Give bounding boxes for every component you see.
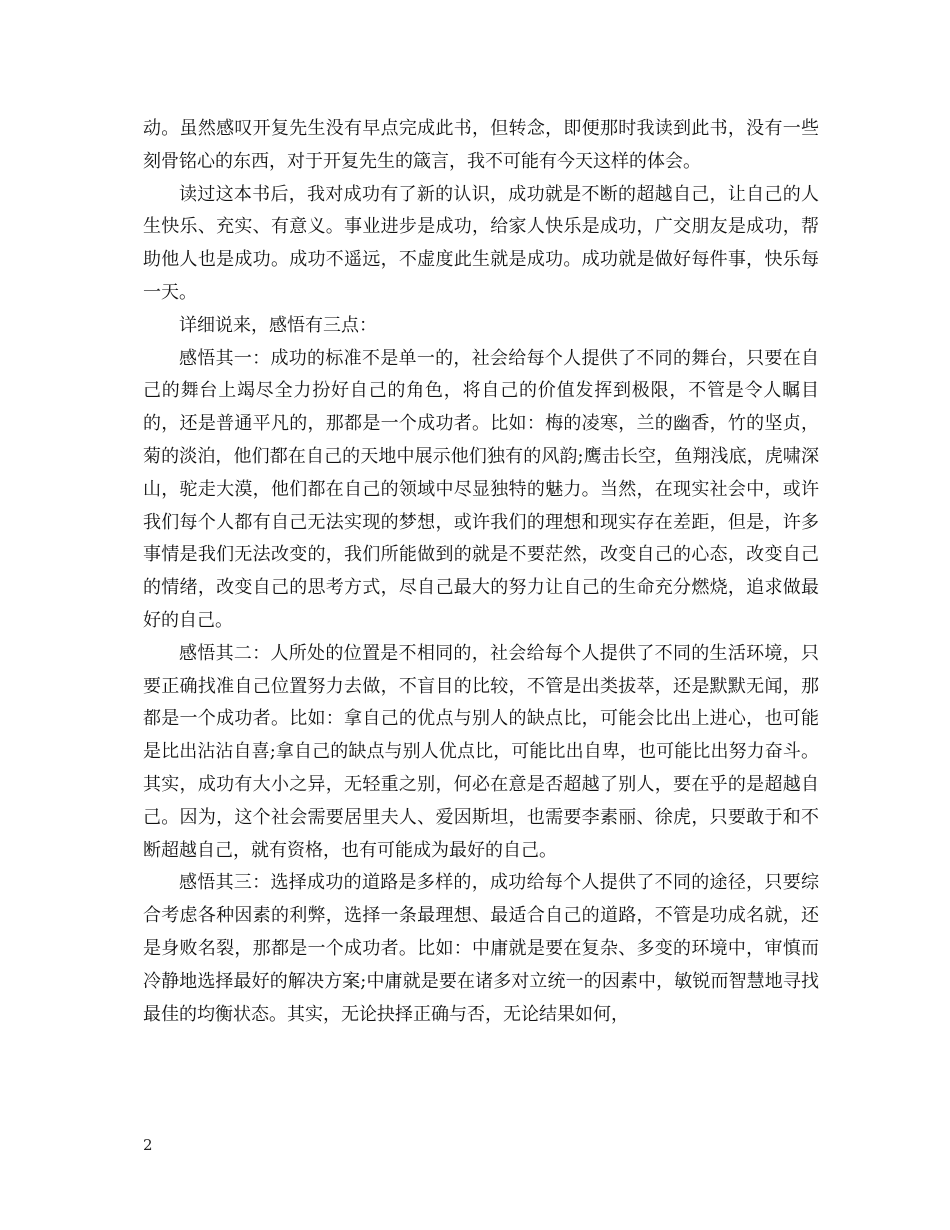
page-number: 2 xyxy=(143,1136,153,1154)
paragraph-insight-one: 感悟其一：成功的标准不是单一的，社会给每个人提供了不同的舞台，只要在自己的舞台上竭尽全力扮好自己的角色，将自己的价值发挥到极限，不管是令人瞩目的，还是普通平凡的，那都是一个成功者。比如：梅的凌寒，兰的幽香，竹的坚贞，菊的淡泊，他们都在自己的天地中展示他们独有的风韵;鹰击长空，鱼翔浅底，虎啸深山，驼走大漠，他们都在自己的领域中尽显独特的魅力。当然，在现实社会中，或许我们每个人都有自己无法实现的梦想，或许我们的理想和现实存在差距，但是，许多事情是我们无法改变的，我们所能做到的就是不要茫然，改变自己的心态，改变自己的情绪，改变自己的思考方式，尽自己最大的努力让自己的生命充分燃烧，追求做最好的自己。 xyxy=(143,347,819,631)
paragraph-continuation: 动。虽然感叹开复先生没有早点完成此书，但转念，即便那时我读到此书，没有一些刻骨铭心的东西，对于开复先生的箴言，我不可能有今天这样的体会。 xyxy=(143,118,819,172)
paragraph-three-points-intro: 详细说来，感悟有三点： xyxy=(179,314,377,336)
paragraph-success-definition: 读过这本书后，我对成功有了新的认识，成功就是不断的超越自己，让自己的人生快乐、充实、有意义。事业进步是成功，给家人快乐是成功，广交朋友是成功，帮助他人也是成功。成功不遥远，不虚度此生就是成功。成功就是做好每件事，快乐每一天。 xyxy=(143,183,819,303)
paragraph-insight-two: 感悟其二：人所处的位置是不相同的，社会给每个人提供了不同的生活环境，只要正确找准自己位置努力去做，不盲目的比较，不管是出类拔萃，还是默默无闻，那都是一个成功者。比如：拿自己的优点与别人的缺点比，可能会比出上进心，也可能是比出沾沾自喜;拿自己的缺点与别人优点比，可能比出自卑，也可能比出努力奋斗。其实，成功有大小之异，无轻重之别，何必在意是否超越了别人，要在乎的是超越自己。因为，这个社会需要居里夫人、爱因斯坦，也需要李素丽、徐虎，只要敢于和不断超越自己，就有资格，也有可能成为最好的自己。 xyxy=(143,642,819,861)
body-text xyxy=(143,113,819,1031)
paragraph-insight-three: 感悟其三：选择成功的道路是多样的，成功给每个人提供了不同的途径，只要综合考虑各种因素的利弊，选择一条最理想、最适合自己的道路，不管是功成名就，还是身败名裂，那都是一个成功者。比如：中庸就是要在复杂、多变的环境中，审慎而冷静地选择最好的解决方案;中庸就是要在诸多对立统一的因素中，敏锐而智慧地寻找最佳的均衡状态。其实，无论抉择正确与否，无论结果如何， xyxy=(143,872,819,1025)
